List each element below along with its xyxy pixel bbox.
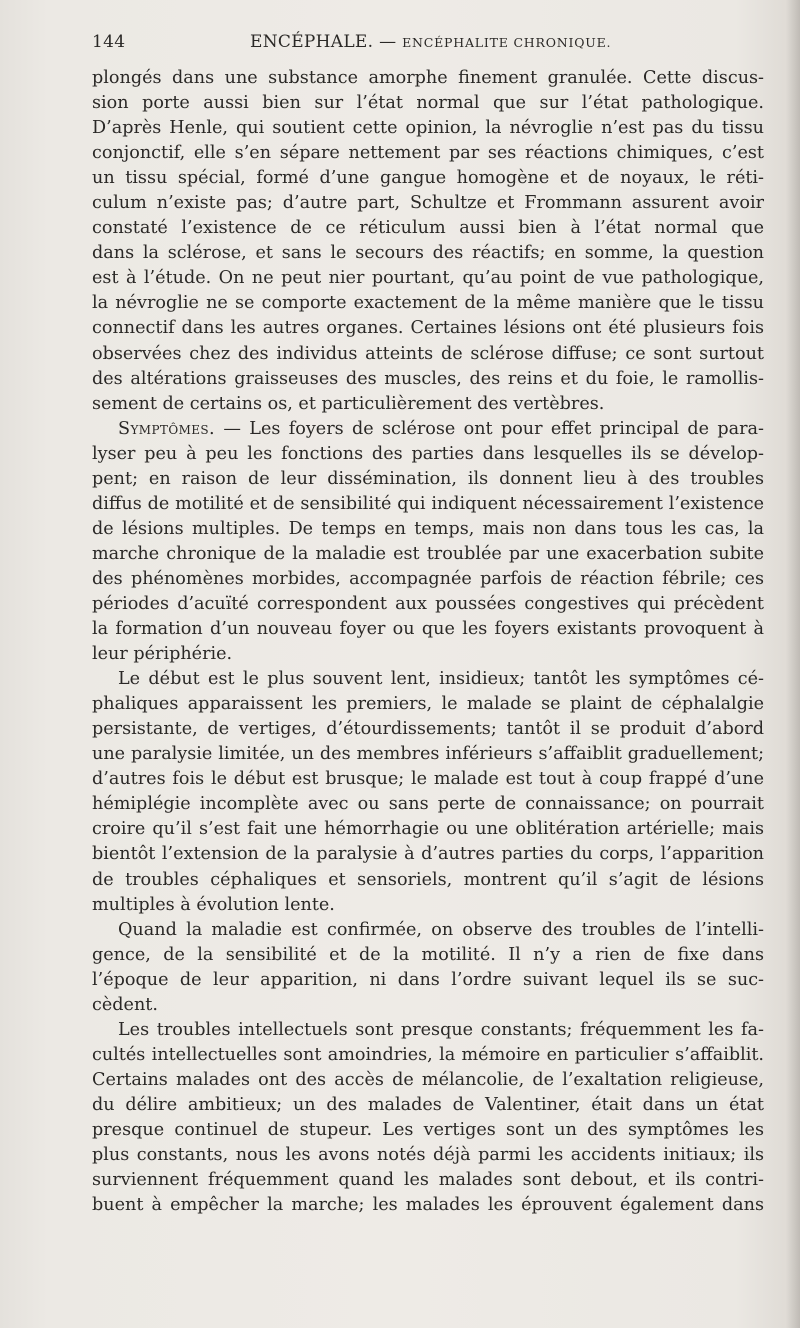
text-line: culum n’existe pas; d’autre part, Schultze et Frommann assurent avoir (92, 193, 764, 214)
paragraph (92, 66, 764, 417)
text-line: cèdent. (92, 994, 158, 1015)
text-line: du délire ambitieux; un des malades de Valentiner, était dans un état (92, 1094, 764, 1115)
text-line: dans la sclérose, et sans le secours des réactifs; en somme, la question (92, 243, 764, 264)
text-line (92, 417, 764, 442)
text-line: croire qu’il s’est fait une hémorrhagie ou une oblitération artérielle; mais (92, 819, 764, 840)
text-line: périodes d’acuïté correspondent aux poussées congestives qui précèdent (92, 593, 764, 614)
text-line: un tissu spécial, formé d’une gangue homogène et de noyaux, le réti- (92, 168, 764, 189)
text-line: Quand la maladie est confirmée, on observe des troubles de l’intelli- (118, 919, 764, 940)
text-line: diffus de motilité et de sensibilité qui indiquent nécessairement l’existence (92, 493, 764, 514)
paragraph (92, 667, 764, 917)
text-line: Le début est le plus souvent lent, insidieux; tantôt les symptômes cé- (118, 669, 764, 690)
section-heading: Symptômes. (118, 418, 216, 439)
text-line: buent à empêcher la marche; les malades les éprouvent également dans (92, 1195, 764, 1216)
text-line: des phénomènes morbides, accompagnée parfois de réaction fébrile; ces (92, 568, 764, 589)
text-line: persistante, de vertiges, d’étourdissements; tantôt il se produit d’abord (92, 719, 764, 740)
text-line: l’époque de leur apparition, ni dans l’ordre suivant lequel ils se suc- (92, 969, 764, 990)
paragraph (92, 1018, 764, 1218)
running-subtitle: ENCÉPHALITE CHRONIQUE. (402, 35, 612, 50)
text-line: connectif dans les autres organes. Certaines lésions ont été plusieurs fois (92, 318, 764, 339)
text-line: gence, de la sensibilité et de la motilité. Il n’y a rien de fixe dans (92, 944, 764, 965)
body-text (92, 66, 764, 1218)
text-line: leur périphérie. (92, 644, 233, 665)
text-line: surviennent fréquemment quand les malades sont debout, et ils contri- (92, 1170, 764, 1191)
text-line: observées chez des individus atteints de sclérose diffuse; ce sont surtout (92, 343, 764, 364)
text-line: de lésions multiples. De temps en temps, mais non dans tous les cas, la (92, 518, 764, 539)
text-line: sion porte aussi bien sur l’état normal que sur l’état pathologique. (92, 93, 764, 114)
text-line: conjonctif, elle s’en sépare nettement par ses réactions chimiques, c’est (92, 143, 764, 164)
text-line: la névroglie ne se comporte exactement de la même manière que le tissu (92, 293, 764, 314)
text-line: marche chronique de la maladie est troublée par une exacerbation subite (92, 543, 764, 564)
text-line: Les troubles intellectuels sont presque constants; fréquemment les fa- (118, 1019, 764, 1040)
text-line: est à l’étude. On ne peut nier pourtant, qu’au point de vue pathologique, (92, 268, 764, 289)
text-line: Certains malades ont des accès de mélancolie, de l’exaltation religieuse, (92, 1069, 764, 1090)
text-line: plus constants, nous les avons notés déjà parmi les accidents initiaux; ils (92, 1145, 764, 1166)
text-line: pent; en raison de leur dissémination, ils donnent lieu à des troubles (92, 468, 764, 489)
text-line: bientôt l’extension de la paralysie à d’autres parties du corps, l’apparition (92, 844, 764, 865)
text-line: d’autres fois le début est brusque; le malade est tout à coup frappé d’une (92, 769, 764, 790)
text-line: de troubles céphaliques et sensoriels, montrent qu’il s’agit de lésions (92, 869, 764, 890)
text-line: sement de certains os, et particulièrement des vertèbres. (92, 393, 605, 414)
paragraph (92, 918, 764, 1018)
text-line: cultés intellectuelles sont amoindries, la mémoire en particulier s’affaiblit. (92, 1044, 764, 1065)
text-line: une paralysie limitée, un des membres inférieurs s’affaiblit graduellement; (92, 744, 764, 765)
running-separator: — (373, 32, 403, 52)
paragraph-symptoms (92, 417, 764, 667)
text-run: — Les foyers de sclérose ont pour effet principal de para- (215, 418, 764, 439)
page-header (92, 32, 764, 58)
text-line: phaliques apparaissent les premiers, le malade se plaint de céphalalgie (92, 694, 764, 715)
text-line: multiples à évolution lente. (92, 894, 335, 915)
text-line: presque continuel de stupeur. Les vertiges sont un des symptômes les (92, 1119, 764, 1140)
running-title: ENCÉPHALE. (250, 32, 374, 52)
text-line: lyser peu à peu les fonctions des parties dans lesquelles ils se dévelop- (92, 443, 764, 464)
text-line: la formation d’un nouveau foyer ou que les foyers existants provoquent à (92, 619, 764, 640)
text-line: constaté l’existence de ce réticulum aussi bien à l’état normal que (92, 218, 764, 239)
text-line: plongés dans une substance amorphe finement granulée. Cette discus- (92, 68, 764, 88)
text-line: des altérations graisseuses des muscles, des reins et du foie, le ramollis- (92, 368, 764, 389)
running-head (250, 32, 611, 52)
text-line: D’après Henle, qui soutient cette opinion, la névroglie n’est pas du tissu (92, 118, 764, 139)
text-line: hémiplégie incomplète avec ou sans perte de connaissance; on pourrait (92, 794, 764, 815)
page-number: 144 (92, 32, 126, 52)
